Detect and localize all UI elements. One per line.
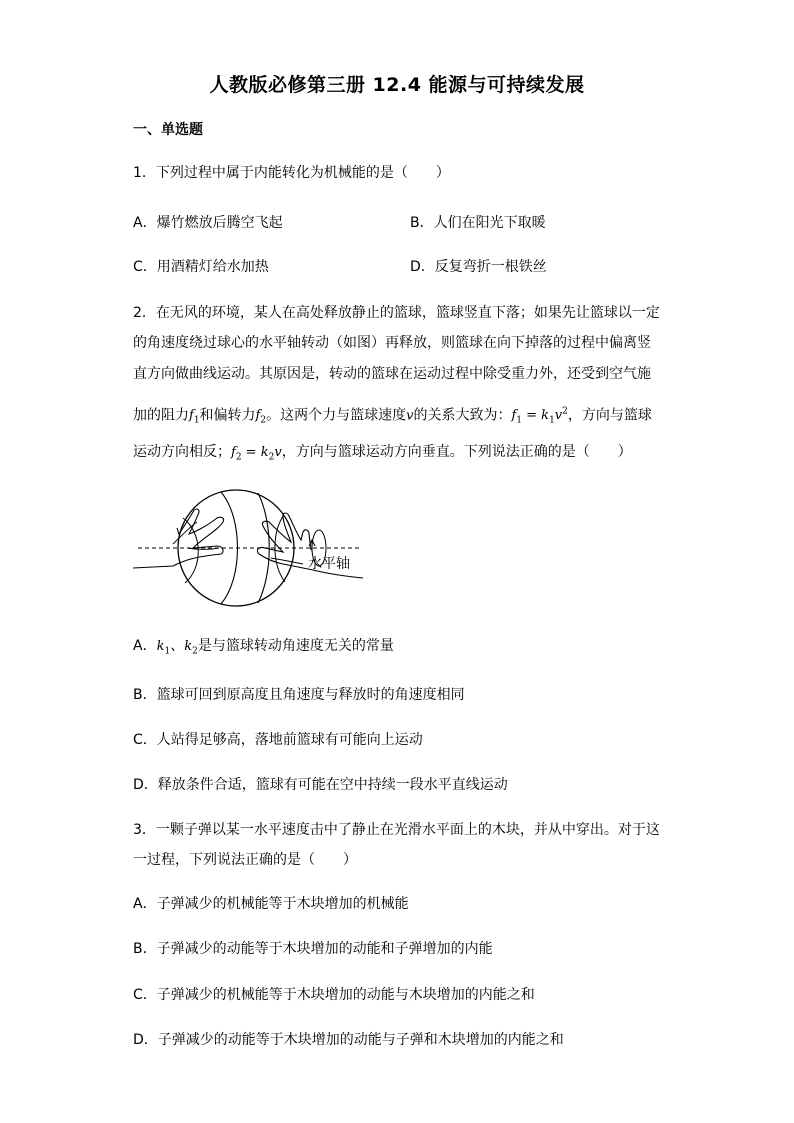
f2-equation: $f_2 = k_2v$ [231, 445, 282, 463]
q3-option-b: B．子弹减少的动能等于木块增加的动能和子弹增加的内能 [133, 941, 493, 957]
section-heading: 一、单选题 [133, 122, 203, 138]
q2-text: ，方向与篮球 [567, 407, 652, 424]
q3-option-c: C．子弹减少的机械能等于木块增加的动能与木块增加的内能之和 [133, 987, 535, 1003]
f1-symbol: $f_1$ [189, 408, 200, 426]
q2-text: 。这两个力与篮球速度 [266, 407, 407, 424]
q2-text: 的关系大致为： [413, 407, 512, 424]
q3-option-d: D．子弹减少的动能等于木块增加的动能与子弹和木块增加的内能之和 [133, 1032, 564, 1048]
page-title: 人教版必修第三册 12.4 能源与可持续发展 [209, 74, 585, 96]
q1-stem: 1．下列过程中属于内能转化为机械能的是（ ） [133, 165, 450, 181]
q2-option-a: A．$k_1$、$k_2$是与篮球转动角速度无关的常量 [133, 638, 394, 657]
q2-option-b: B．篮球可回到原高度且角速度与释放时的角速度相同 [133, 687, 465, 703]
v-symbol: v [406, 408, 414, 424]
q2-option-c: C．人站得足够高，落地前篮球有可能向上运动 [133, 732, 423, 748]
q1-option-d: D．反复弯折一根铁丝 [410, 259, 547, 275]
q2-text: 运动方向相反； [133, 444, 231, 460]
q2-stem-line-1: 2．在无风的环境，某人在高处释放静止的篮球，篮球竖直下落；如果先让篮球以一定 [133, 305, 660, 321]
f2-symbol: $f_2$ [255, 408, 267, 426]
horizontal-axis-label: 水平轴 [308, 556, 350, 572]
q2-stem-line-5 [133, 442, 632, 468]
q3-option-a: A．子弹减少的机械能等于木块增加的机械能 [133, 896, 409, 912]
q1-option-b: B．人们在阳光下取暖 [410, 215, 546, 231]
q2-stem-line-2: 的角速度绕过球心的水平轴转动（如图）再释放，则篮球在向下掉落的过程中偏离竖 [133, 335, 651, 351]
q2-text: 和偏转力 [199, 407, 256, 424]
basketball-figure [133, 488, 393, 608]
q1-option-c: C．用酒精灯给水加热 [133, 259, 269, 275]
q1-option-a: A．爆竹燃放后腾空飞起 [133, 215, 283, 231]
q2-stem-line-3: 直方向做曲线运动。其原因是，转动的篮球在运动过程中除受重力外，还受到空气施 [133, 366, 651, 382]
q2-text: ，方向与篮球运动方向垂直。下列说法正确的是（ ） [281, 444, 632, 460]
k2-symbol: $k_2$ [184, 639, 198, 657]
q2-text: 加的阻力 [133, 407, 189, 424]
q2-stem-line-4 [133, 402, 652, 431]
q3-stem-line-1: 3．一颗子弹以某一水平速度击中了静止在光滑水平面上的木块，并从中穿出。对于这 [133, 822, 660, 838]
f1-equation: $f_1 = k_1v^2$ [511, 407, 568, 426]
k1-symbol: $k_1$ [156, 639, 171, 657]
q3-stem-line-2: 一过程，下列说法正确的是（ ） [133, 852, 357, 868]
q2-option-d: D．释放条件合适，篮球有可能在空中持续一段水平直线运动 [133, 777, 508, 793]
